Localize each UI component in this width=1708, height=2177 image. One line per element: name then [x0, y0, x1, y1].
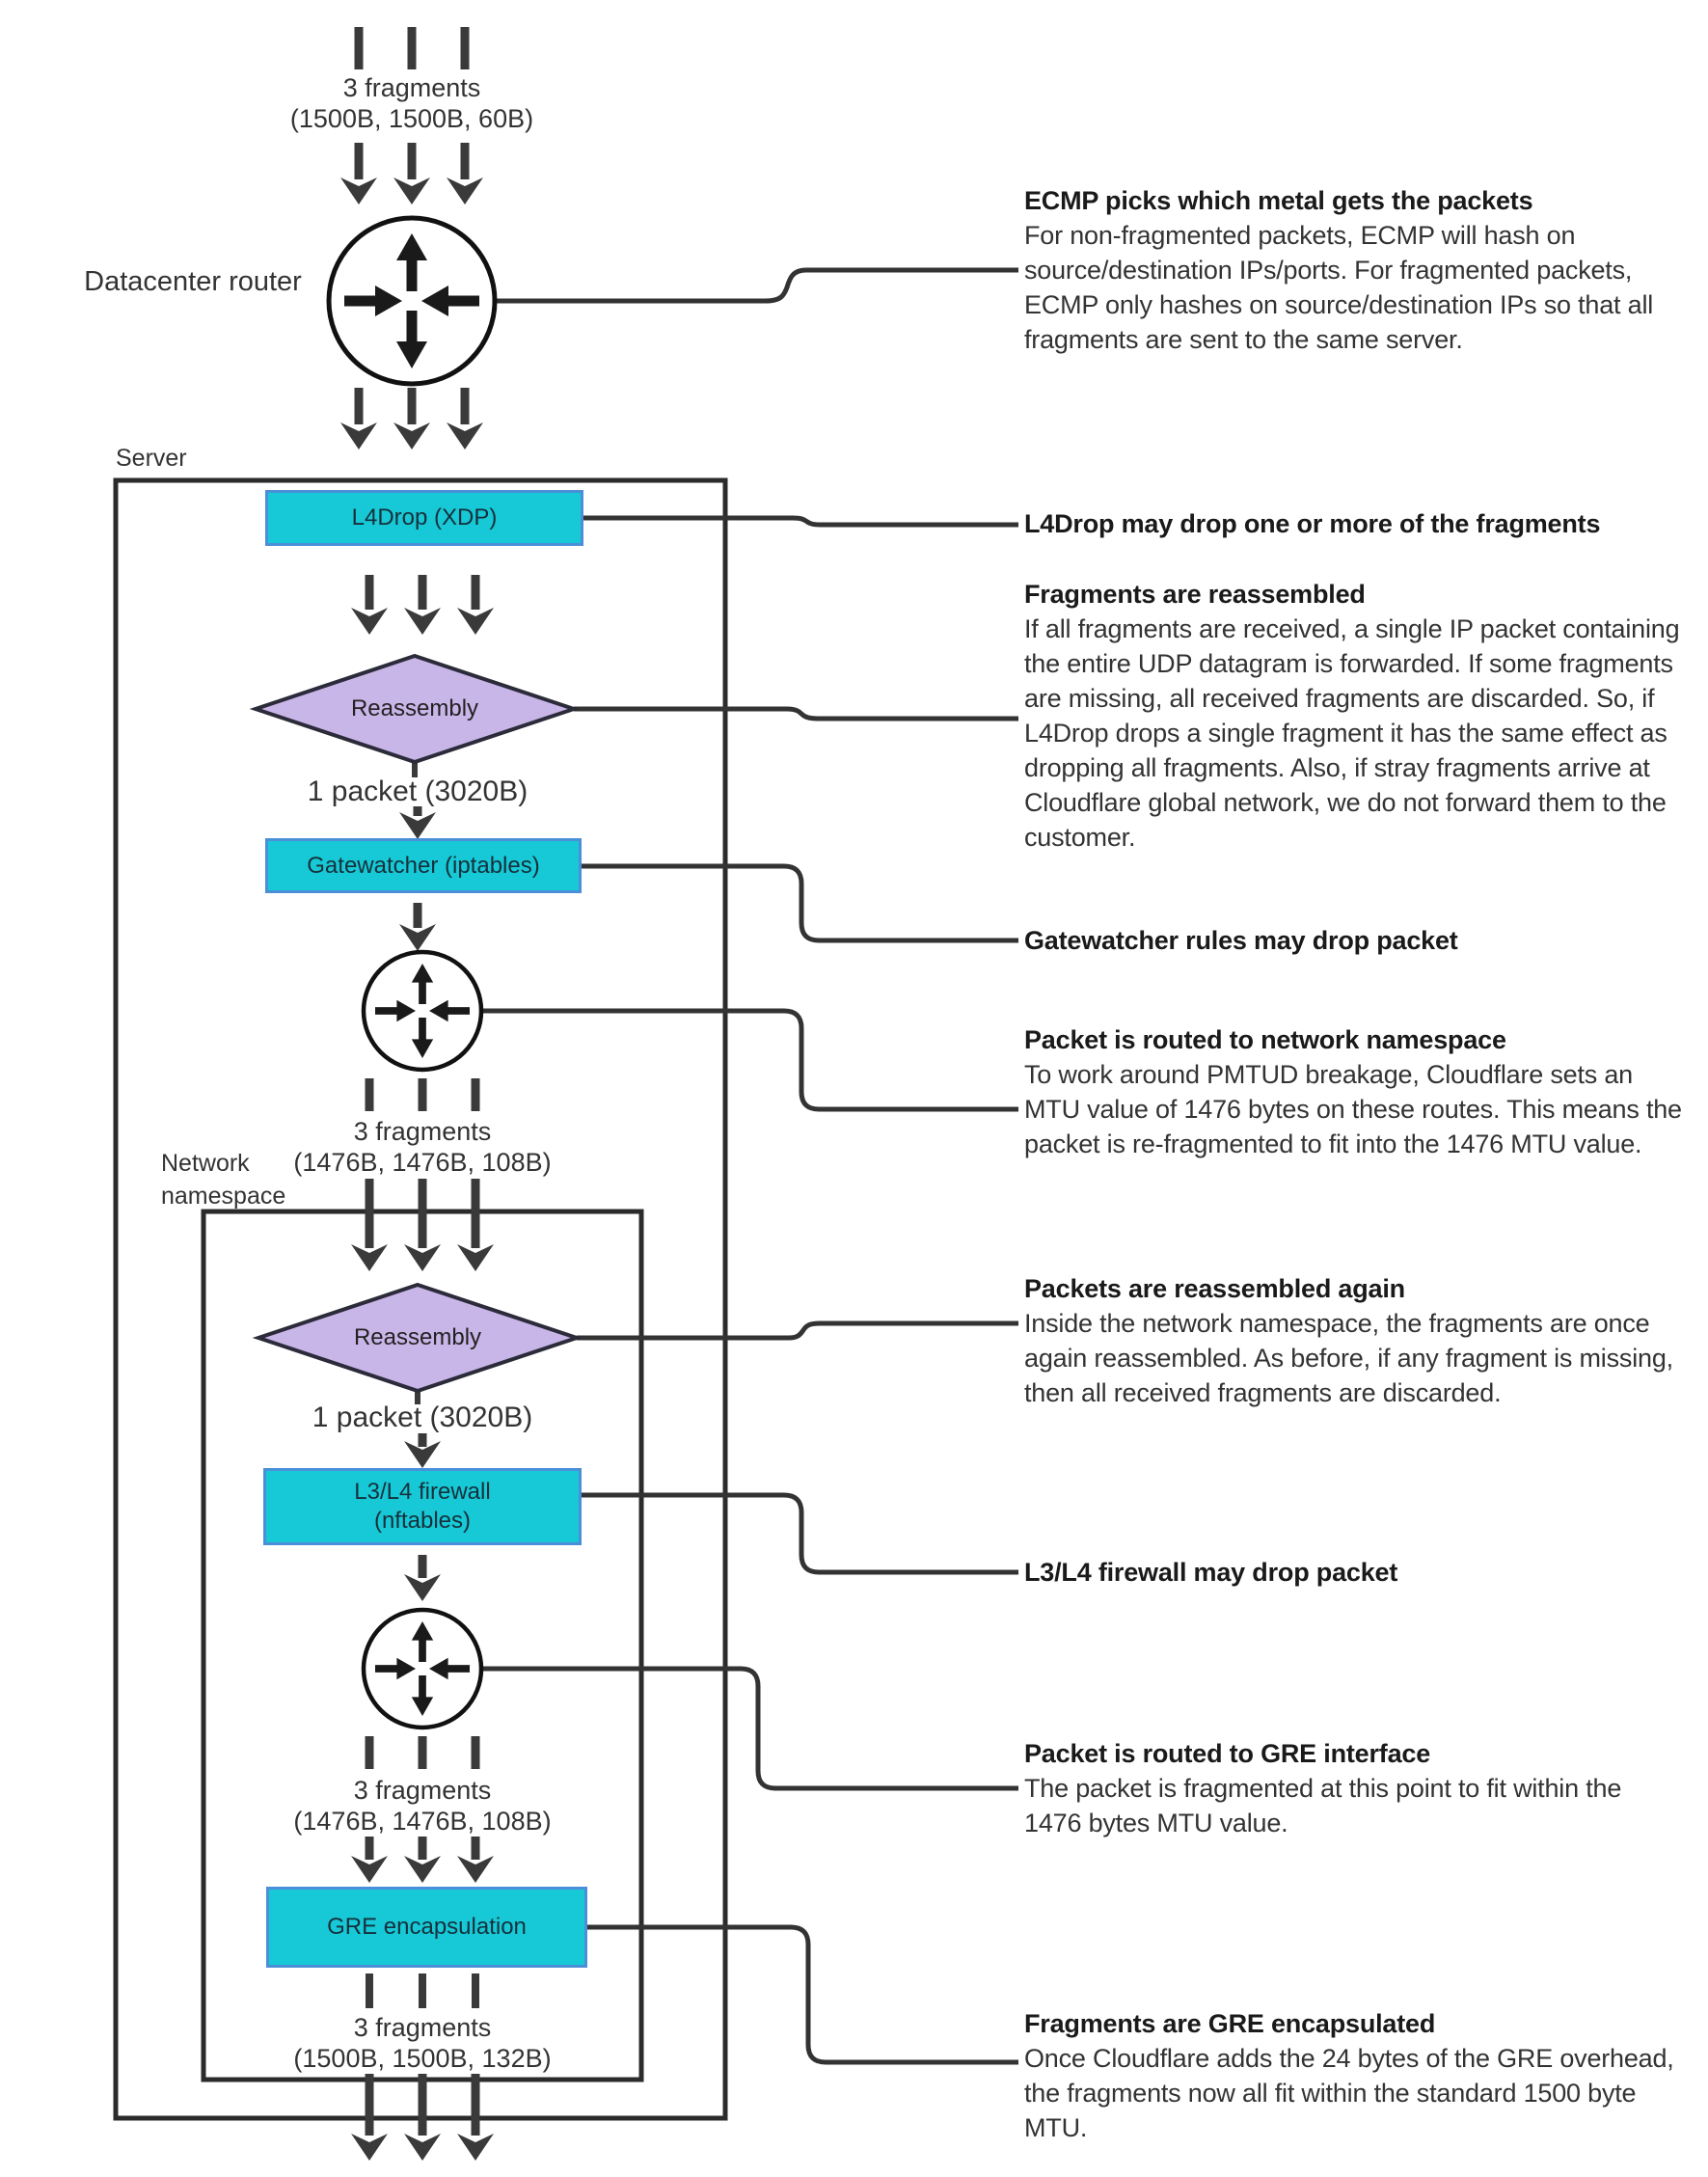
packet-2-label: 1 packet (3020B) — [312, 1401, 533, 1433]
annotation-reassembled — [1024, 577, 1685, 855]
annotation-body: The packet is fragmented at this point to fit within the 1476 bytes MTU value. — [1024, 1774, 1622, 1837]
flow-arrow-to-router-2 — [399, 903, 436, 951]
connector-reassembly-1 — [574, 709, 1018, 719]
annotation-body: If all fragments are received, a single IP packet containing the entire UDP datagram is forwarded. If some fragments are missing, all received fragments are discarded. So, if L4Drop drops a single fragment it has the same effect as dropping all fragments. Also, if stray fragments arrive at Cloudflare global network, we do not forward them to the customer. — [1024, 614, 1680, 852]
fragment-dashes-top — [355, 27, 470, 69]
fragments-3-sizes: (1476B, 1476B, 108B) — [293, 1807, 552, 1836]
gatewatcher-box — [265, 838, 582, 893]
router-icon-gre-route — [364, 1610, 481, 1728]
annotation-body: Inside the network namespace, the fragments are once again reassembled. As before, if any fragment is missing, then all received fragments are discarded. — [1024, 1309, 1673, 1407]
annotation-heading: Packet is routed to network namespace — [1024, 1025, 1506, 1054]
flow-arrows-to-reassembly-1 — [351, 575, 494, 635]
annotation-ecmp — [1024, 183, 1685, 357]
fragments-4-label: 3 fragments — [353, 2013, 492, 2042]
fragment-dashes-3 — [366, 1736, 480, 1769]
packet-1-label: 1 packet (3020B) — [307, 776, 529, 807]
gre-encapsulation-box — [266, 1887, 587, 1968]
connector-l3l4 — [582, 1495, 1018, 1572]
l3l4-firewall-box — [263, 1468, 582, 1545]
flow-arrows-into-namespace — [351, 1179, 494, 1271]
l3l4-label-line2: (nftables) — [373, 1508, 472, 1534]
annotation-heading: Packet is routed to GRE interface — [1024, 1739, 1431, 1768]
connector-route-namespace — [481, 1011, 1018, 1109]
gatewatcher-label: Gatewatcher (iptables) — [307, 852, 540, 879]
annotation-heading: Fragments are GRE encapsulated — [1024, 2009, 1436, 2038]
fragments-4-sizes: (1500B, 1500B, 132B) — [293, 2044, 552, 2073]
network-namespace-label-line2: namespace — [161, 1183, 286, 1210]
flow-arrow-to-router-3 — [404, 1555, 441, 1601]
annotation-gre-encapsulated — [1024, 2006, 1685, 2145]
network-namespace-label-line1: Network — [161, 1150, 250, 1177]
datacenter-router-label: Datacenter router — [84, 266, 302, 297]
annotation-routed-gre — [1024, 1736, 1685, 1840]
annotation-body: Once Cloudflare adds the 24 bytes of the GRE overhead, the fragments now all fit within the standard 1500 byte MTU. — [1024, 2044, 1674, 2142]
fragment-dashes-4 — [366, 1973, 479, 2008]
flow-arrows-to-server — [340, 388, 483, 449]
fragment-dashes-2 — [366, 1078, 480, 1111]
server-label: Server — [116, 445, 187, 472]
flow-arrows-to-gre — [351, 1837, 494, 1883]
annotation-body: For non-fragmented packets, ECMP will hash on source/destination IPs/ports. For fragmented packets, ECMP only hashes on source/destination IPs so that all fragments are sent to the same server. — [1024, 221, 1654, 354]
router-icon-namespace-route — [364, 952, 481, 1070]
gre-label: GRE encapsulation — [327, 1914, 527, 1940]
annotation-reassembled-again — [1024, 1271, 1685, 1410]
annotation-routed-namespace — [1024, 1022, 1685, 1161]
annotation-body: To work around PMTUD breakage, Cloudflare sets an MTU value of 1476 bytes on these routes. This means the packet is re-fragmented to fit into the 1476 MTU value. — [1024, 1060, 1682, 1158]
l4drop-box — [265, 490, 583, 546]
network-namespace-label — [161, 1147, 285, 1212]
l3l4-label-line1: L3/L4 firewall — [354, 1479, 491, 1505]
annotation-heading: L3/L4 firewall may drop packet — [1024, 1558, 1398, 1587]
annotation-heading: Gatewatcher rules may drop packet — [1024, 926, 1458, 955]
annotation-gatewatcher — [1024, 923, 1685, 958]
annotation-heading: ECMP picks which metal gets the packets — [1024, 186, 1533, 215]
reassembly-1-label: Reassembly — [350, 695, 479, 721]
reassembly-2-label: Reassembly — [353, 1324, 482, 1350]
fragments-1-label: 3 fragments — [342, 73, 481, 102]
fragments-1-sizes: (1500B, 1500B, 60B) — [289, 104, 534, 133]
annotation-heading: Fragments are reassembled — [1024, 580, 1366, 609]
flow-arrows-out — [351, 2074, 494, 2161]
flow-arrow-to-gatewatcher — [399, 806, 436, 839]
l4drop-label: L4Drop (XDP) — [351, 504, 498, 531]
flow-arrow-to-l3l4 — [404, 1433, 441, 1468]
connector-gre — [587, 1927, 1018, 2062]
fragments-2-label: 3 fragments — [353, 1117, 492, 1146]
router-icon-datacenter — [329, 218, 495, 384]
annotation-heading: L4Drop may drop one or more of the fragments — [1024, 509, 1601, 538]
flow-arrows-to-router — [340, 143, 483, 204]
annotation-l3l4 — [1024, 1555, 1685, 1590]
connector-gatewatcher — [581, 866, 1018, 940]
connector-l4drop — [583, 518, 1018, 525]
fragments-2-sizes: (1476B, 1476B, 108B) — [293, 1148, 552, 1177]
annotation-heading: Packets are reassembled again — [1024, 1274, 1405, 1303]
connector-ecmp — [497, 270, 1018, 301]
annotation-l4drop — [1024, 506, 1685, 541]
connector-route-gre — [480, 1669, 1018, 1788]
fragments-3-label: 3 fragments — [353, 1776, 492, 1805]
